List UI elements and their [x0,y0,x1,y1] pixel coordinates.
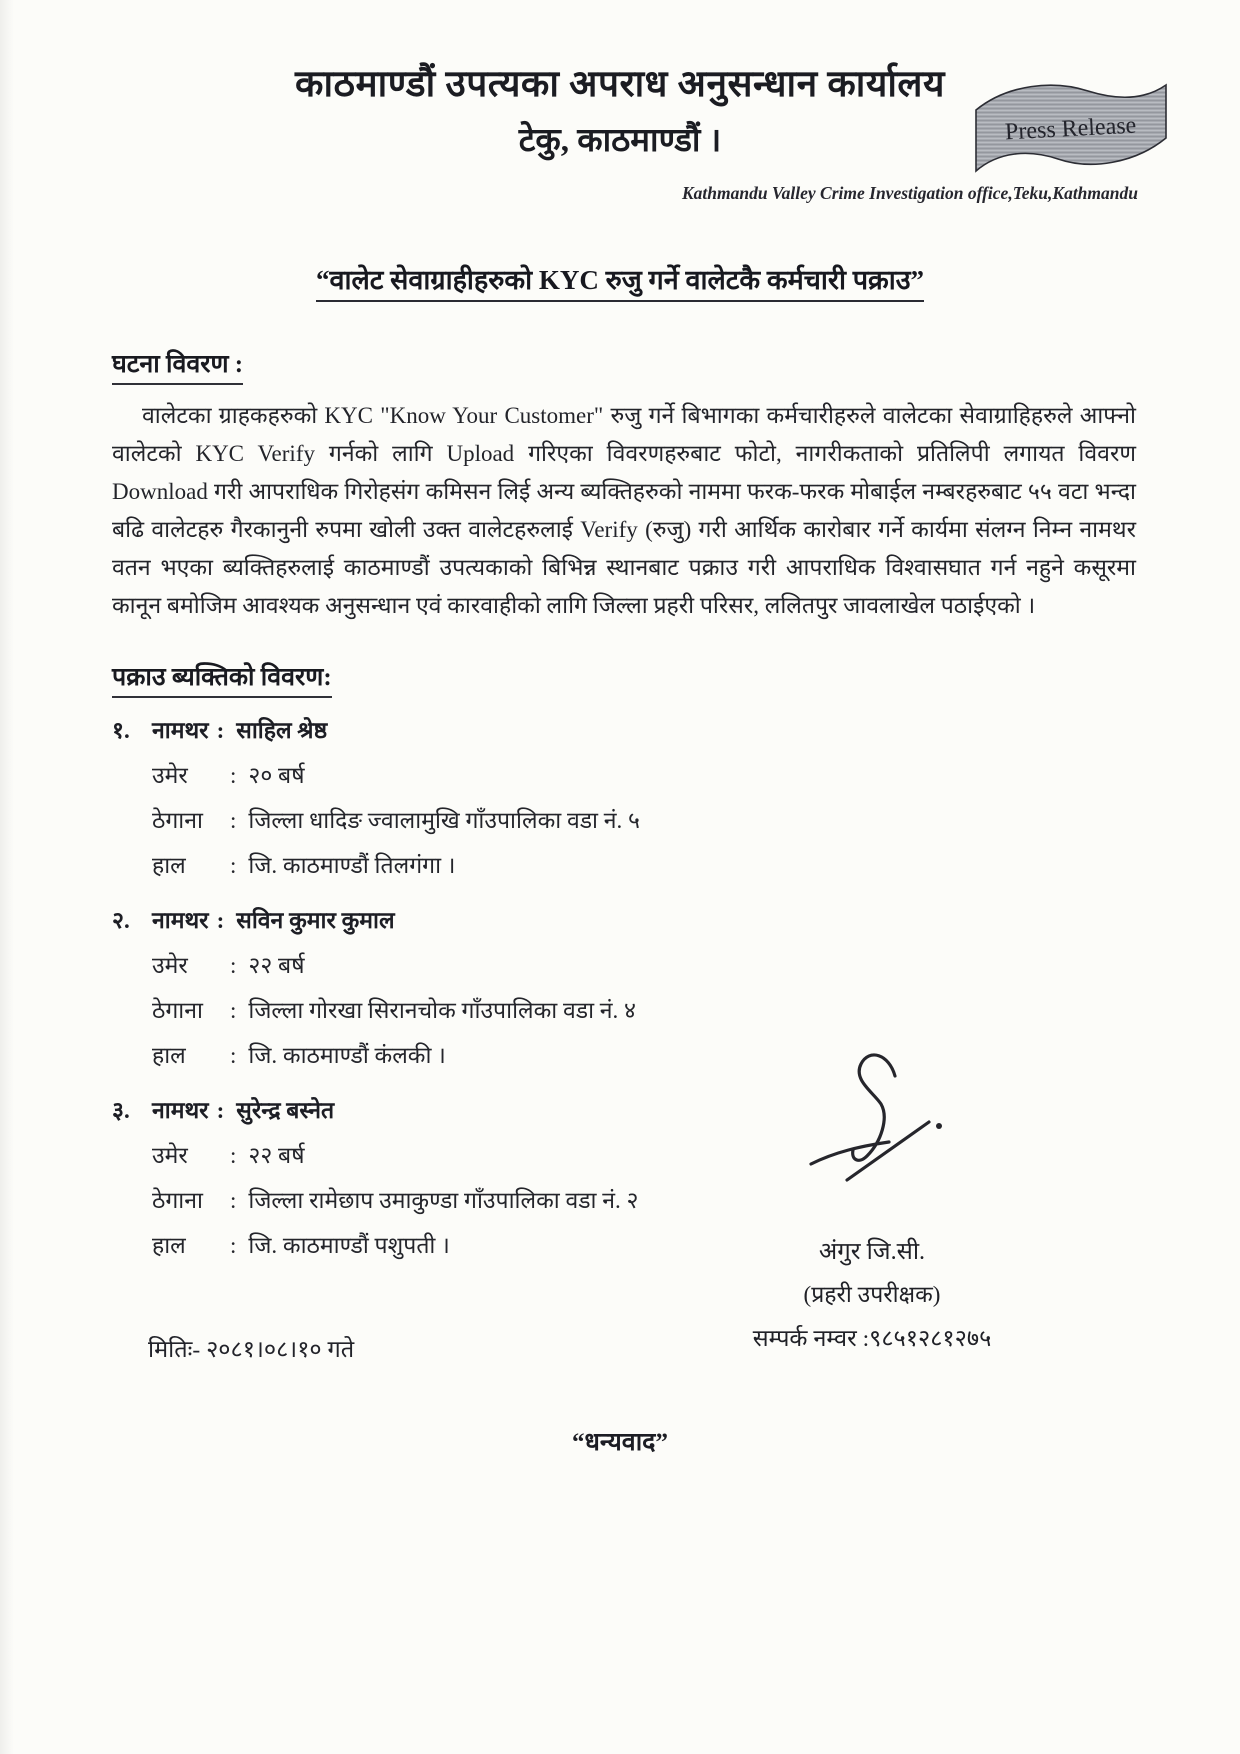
signature-icon [777,1038,967,1238]
person-age-line: उमेर : २० बर्ष [112,753,1136,798]
colon: : [216,908,225,934]
age-label: उमेर [152,763,188,789]
name-label: नामथर [152,1098,209,1124]
person-current-line: हाल : जि. काठमाण्डौं कंलकी । [112,1033,1136,1078]
person-age: २० बर्ष [248,763,305,789]
current-label: हाल [152,853,186,879]
person-current-address: जि. काठमाण्डौं पशुपती । [248,1233,450,1259]
person-address: जिल्ला रामेछाप उमाकुण्डा गाँउपालिका वडा नं. २ [248,1188,639,1214]
document-body [0,346,1240,1268]
document-date: मितिः- २०८१।०८।१० गते [148,1337,355,1363]
english-subtitle: Kathmandu Valley Crime Investigation office,Teku,Kathmandu [681,183,1138,204]
person-age: २२ बर्ष [248,953,305,979]
thanks-note: “धन्यवाद” [572,1429,668,1456]
current-label: हाल [152,1233,186,1259]
age-label: उमेर [152,1143,188,1169]
signatory-name: अंगुर जि.सी. [818,1239,926,1265]
incident-section-heading: घटना विवरण : [112,346,243,385]
press-release-banner [968,78,1173,174]
person-address-line: ठेगाना : जिल्ला धादिङ ज्वालामुखि गाँउपालिका वडा नं. ५ [112,798,1136,843]
person-number: १. [112,718,130,744]
name-label: नामथर [152,908,209,934]
address-label: ठेगाना [152,998,203,1024]
person-number: ३. [112,1098,130,1124]
arrested-person-1 [112,708,1136,888]
person-current-line: हाल : जि. काठमाण्डौं पशुपती । [112,1223,1136,1268]
press-release-banner-label: Press Release [1004,112,1137,146]
person-address: जिल्ला धादिङ ज्वालामुखि गाँउपालिका वडा नं. ५ [248,808,640,834]
org-location: टेकु, काठमाण्डौं । [518,123,722,160]
colon: : [216,1098,225,1124]
address-label: ठेगाना [152,808,203,834]
age-label: उमेर [152,953,188,979]
person-name-line [112,708,1136,753]
current-label: हाल [152,1043,186,1069]
document-title: “वालेट सेवाग्राहीहरुको KYC रुजु गर्ने वालेटकै कर्मचारी पक्राउ” [316,260,924,302]
colon: : [216,718,225,744]
person-address-line: ठेगाना : जिल्ला गोरखा सिरानचोक गाँउपालिका वडा नं. ४ [112,988,1136,1033]
person-name: साहिल श्रेष्ठ [236,718,328,744]
signature-block [712,1038,1032,1353]
org-name: काठमाण्डौं उपत्यका अपराध अनुसन्धान कार्यालय [295,64,945,105]
person-age-line: उमेर : २२ बर्ष [112,943,1136,988]
person-name: सविन कुमार कुमाल [236,908,395,934]
arrested-section-heading: पक्राउ ब्यक्तिको विवरण: [112,659,332,698]
person-current-line: हाल : जि. काठमाण्डौं तिलगंगा । [112,843,1136,888]
person-name-line [112,898,1136,943]
person-current-address: जि. काठमाण्डौं तिलगंगा । [248,853,456,879]
signatory-designation: (प्रहरी उपरीक्षक) [803,1282,941,1307]
title-row [0,260,1240,302]
person-age-line: उमेर : २२ बर्ष [112,1133,1136,1178]
signatory-contact-number: सम्पर्क नम्वर :९८५१२८१२७५ [752,1326,992,1352]
person-name: सुरेन्द्र बस्नेत [236,1098,335,1124]
person-address: जिल्ला गोरखा सिरानचोक गाँउपालिका वडा नं. ४ [248,998,637,1024]
press-release-ribbon-icon [968,78,1173,174]
incident-paragraph: वालेटका ग्राहकहरुको KYC "Know Your Customer" रुजु गर्ने बिभागका कर्मचारीहरुले वालेटका सेवाग्राहिहरुले आफ्नो वालेटको KYC Verify गर्नको लागि Upload गरिएका विवरणहरुबाट फोटो, नागरीकताको प्रतिलिपी लगायत विवरण Download गरी आपराधिक गिरोहसंग कमिसन लिई अन्य ब्यक्तिहरुको नाममा फरक-फरक मोबाईल नम्बरहरुबाट ५५ वटा भन्दा बढि वालेटहरु गैरकानुनी रुपमा खोली उक्त वालेटहरुलाई Verify (रुजु) गरी आर्थिक कारोबार गर्ने कार्यमा संलग्न निम्न नामथर वतन भएका ब्यक्तिहरुलाई काठमाण्डौं उपत्यकाको बिभिन्न स्थानबाट पक्राउ गरी आपराधिक विश्वासघात गर्न नहुने कसूरमा कानून बमोजिम आवश्यक अनुसन्धान एवं कारवाहीको लागि जिल्ला प्रहरी परिसर, ललितपुर जावलाखेल पठाईएको । [112,403,1136,619]
person-number: २. [112,908,130,934]
person-address-line: ठेगाना : जिल्ला रामेछाप उमाकुण्डा गाँउपालिका वडा नं. २ [112,1178,1136,1223]
person-current-address: जि. काठमाण्डौं कंलकी । [248,1043,446,1069]
address-label: ठेगाना [152,1188,203,1214]
person-age: २२ बर्ष [248,1143,305,1169]
name-label: नामथर [152,718,209,744]
scan-edge-shadow [0,0,14,1754]
